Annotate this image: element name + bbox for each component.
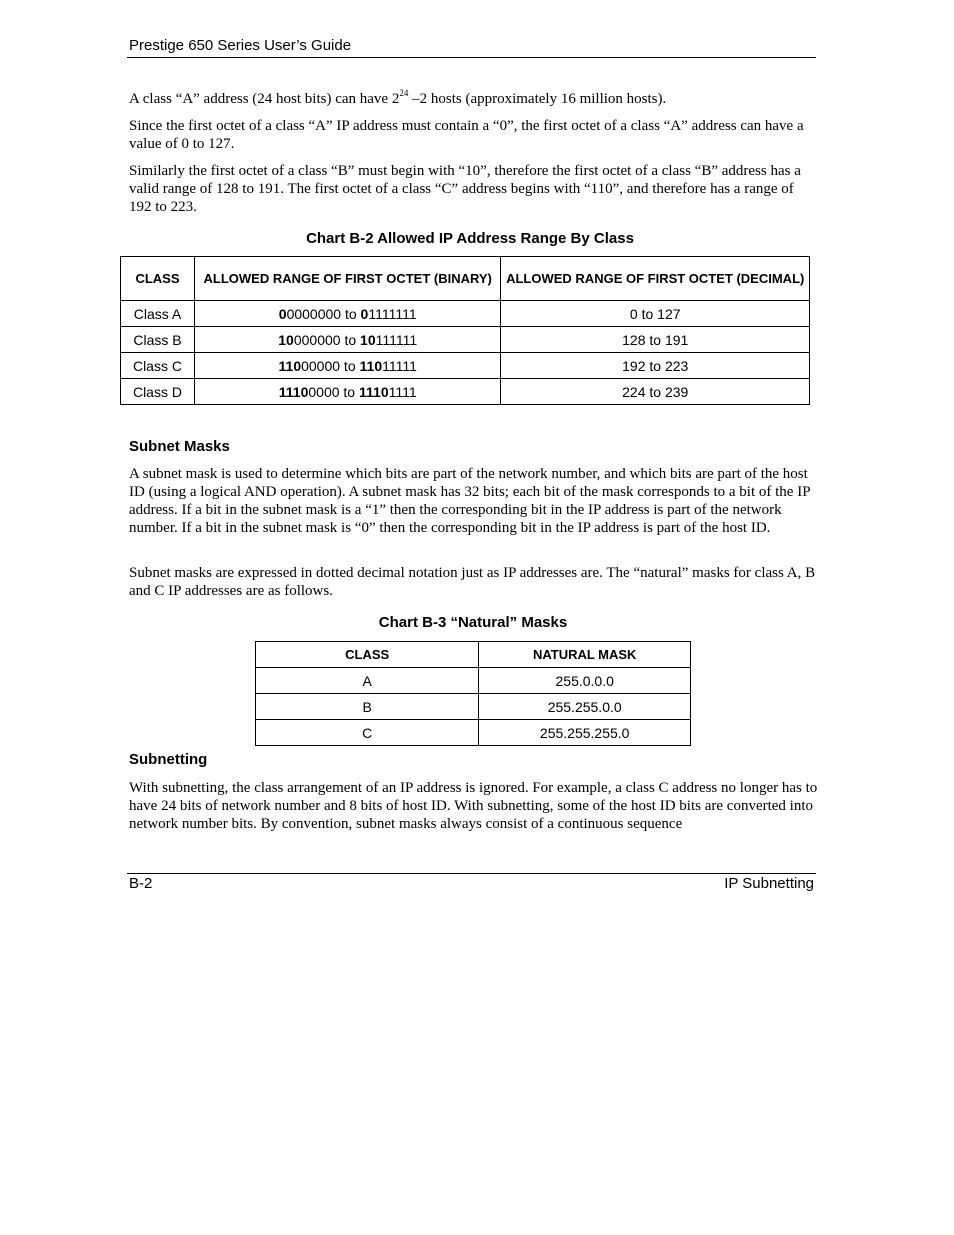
running-header: Prestige 650 Series User’s Guide bbox=[129, 37, 352, 54]
binary-range-cell: 11000000 to 11011111 bbox=[194, 353, 501, 379]
chart-b3-caption: Chart B-3 “Natural” Masks bbox=[378, 614, 568, 631]
class-cell: Class C bbox=[121, 353, 195, 379]
subnet-masks-paragraph-1: A subnet mask is used to determine which bits are part of the network number, and which bits are part of the host ID (using a logical AND operation). A subnet mask has 32 bits; each bit of the mask corresponds to a bit of the IP address. If a bit in the subnet mask is a “1” then the corresponding bit in the IP address is part of the network number. If a bit in the subnet mask is “0” then the corresponding bit in the IP address is part of the host ID. bbox=[129, 466, 810, 536]
intro-paragraph-1 bbox=[129, 90, 819, 108]
class-cell: A bbox=[256, 668, 479, 694]
table-row bbox=[121, 301, 810, 327]
section-title: IP Subnetting bbox=[724, 875, 814, 892]
column-header-class: CLASS bbox=[256, 642, 479, 668]
chart-b2-caption: Chart B-2 Allowed IP Address Range By Class bbox=[306, 230, 634, 247]
mask-cell: 255.0.0.0 bbox=[479, 668, 691, 694]
table-row bbox=[256, 720, 691, 746]
decimal-range-cell: 224 to 239 bbox=[501, 379, 810, 405]
subnet-masks-heading: Subnet Masks bbox=[129, 438, 230, 455]
table-row bbox=[256, 694, 691, 720]
table-header-row bbox=[121, 257, 810, 301]
subnet-masks-paragraph-2: Subnet masks are expressed in dotted decimal notation just as IP addresses are. The “natural” masks for class A, B and C IP addresses are as follows. bbox=[129, 565, 816, 599]
footer-rule bbox=[127, 873, 816, 874]
table-row bbox=[121, 379, 810, 405]
column-header-natural-mask: NATURAL MASK bbox=[479, 642, 691, 668]
exponent: 24 bbox=[399, 88, 409, 98]
class-cell: C bbox=[256, 720, 479, 746]
binary-range-cell: 11100000 to 11101111 bbox=[194, 379, 501, 405]
page-number: B-2 bbox=[129, 875, 153, 892]
column-header-binary: ALLOWED RANGE OF FIRST OCTET (BINARY) bbox=[194, 257, 501, 301]
subnetting-paragraph-1: With subnetting, the class arrangement of an IP address is ignored. For example, a class C address no longer has to have 24 bits of network number and 8 bits of host ID. With subnetting, some of the host ID bits are converted into network number bits. By convention, subnet masks always consist of a continuous sequence bbox=[129, 780, 818, 832]
column-header-decimal: ALLOWED RANGE OF FIRST OCTET (DECIMAL) bbox=[501, 257, 810, 301]
intro-p1-text-end: –2 hosts (approximately 16 million hosts). bbox=[408, 91, 667, 107]
decimal-range-cell: 0 to 127 bbox=[501, 301, 810, 327]
binary-range-cell: 10000000 to 10111111 bbox=[194, 327, 501, 353]
table-row bbox=[121, 353, 810, 379]
class-cell: Class A bbox=[121, 301, 195, 327]
binary-range-cell: 00000000 to 01111111 bbox=[194, 301, 501, 327]
header-rule bbox=[127, 57, 816, 58]
mask-cell: 255.255.0.0 bbox=[479, 694, 691, 720]
natural-masks-table bbox=[255, 641, 691, 746]
intro-paragraph-2: Since the first octet of a class “A” IP address must contain a “0”, the first octet of a class “A” address can have a value of 0 to 127. bbox=[129, 118, 804, 152]
mask-cell: 255.255.255.0 bbox=[479, 720, 691, 746]
table-row bbox=[256, 668, 691, 694]
decimal-range-cell: 192 to 223 bbox=[501, 353, 810, 379]
table-header-row bbox=[256, 642, 691, 668]
table-row bbox=[121, 327, 810, 353]
subnetting-heading: Subnetting bbox=[129, 751, 208, 768]
intro-p1-text: A class “A” address (24 host bits) can have 2 bbox=[129, 91, 400, 107]
decimal-range-cell: 128 to 191 bbox=[501, 327, 810, 353]
class-cell: Class B bbox=[121, 327, 195, 353]
column-header-class: CLASS bbox=[121, 257, 195, 301]
ip-range-table bbox=[120, 256, 810, 405]
class-cell: Class D bbox=[121, 379, 195, 405]
intro-paragraph-3: Similarly the first octet of a class “B” must begin with “10”, therefore the first octet of a class “B” address has a valid range of 128 to 191. The first octet of a class “C” address begins with “110”, and therefore has a range of 192 to 223. bbox=[129, 163, 801, 215]
class-cell: B bbox=[256, 694, 479, 720]
